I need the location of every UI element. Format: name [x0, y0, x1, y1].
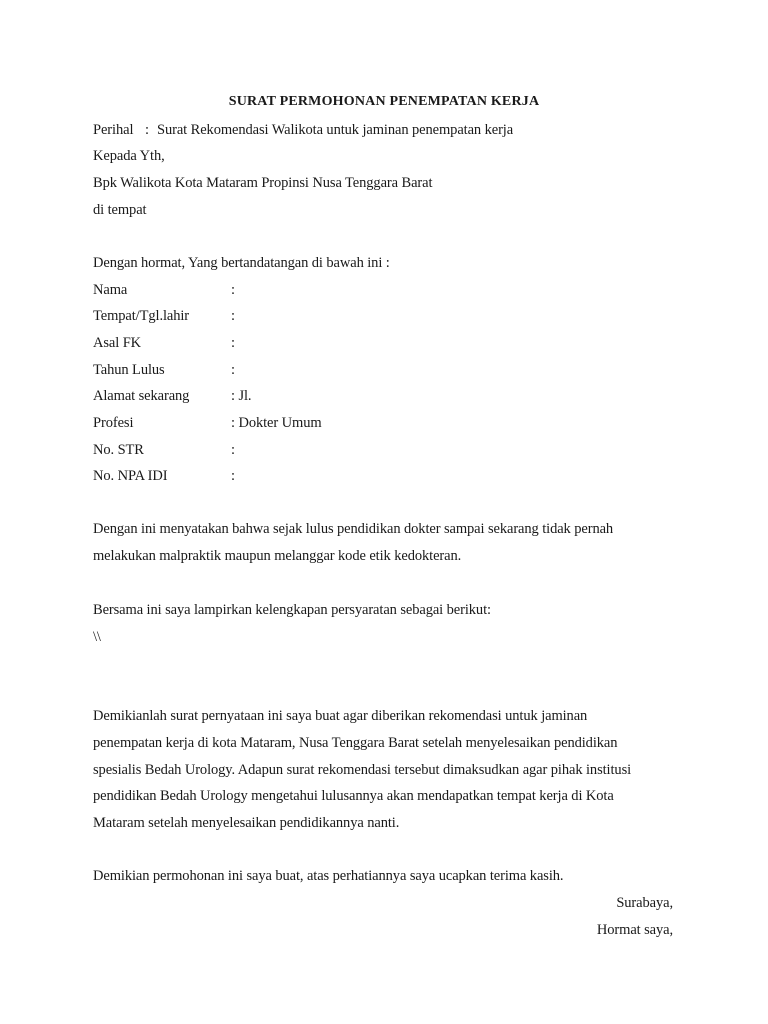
field-label-no-npa-idi: No. NPA IDI — [93, 468, 168, 484]
subject-value: Surat Rekomendasi Walikota untuk jaminan penempatan kerja — [157, 122, 514, 138]
field-colon-no-str: : — [231, 442, 235, 458]
field-label-asal-fk: Asal FK — [93, 335, 142, 351]
subject-label: Perihal — [93, 122, 134, 138]
closing-line-2: penempatan kerja di kota Mataram, Nusa Tenggara Barat setelah menyelesaikan pendidikan — [93, 735, 618, 751]
field-colon-no-npa-idi: : — [231, 468, 235, 484]
closing-line-1: Demikianlah surat pernyataan ini saya buat agar diberikan rekomendasi untuk jaminan — [93, 708, 588, 724]
signoff-regards: Hormat saya, — [596, 922, 673, 938]
statement-line-1: Dengan ini menyatakan bahwa sejak lulus pendidikan dokter sampai sekarang tidak pernah — [93, 521, 614, 537]
recipient-line-2: Bpk Walikota Kota Mataram Propinsi Nusa Tenggara Barat — [93, 175, 433, 191]
recipient-line-1: Kepada Yth, — [93, 148, 165, 164]
field-label-tempat-tgl-lahir: Tempat/Tgl.lahir — [93, 308, 190, 324]
field-label-no-str: No. STR — [93, 442, 144, 458]
attachments-line-1: Bersama ini saya lampirkan kelengkapan persyaratan sebagai berikut: — [93, 602, 491, 618]
field-label-tahun-lulus: Tahun Lulus — [93, 362, 165, 378]
field-colon-alamat-sekarang: : Jl. — [231, 388, 252, 404]
greeting: Dengan hormat, Yang bertandatangan di bawah ini : — [93, 255, 390, 271]
field-colon-tempat-tgl-lahir: : — [231, 308, 235, 324]
field-label-nama: Nama — [93, 282, 128, 298]
closing-line-4: pendidikan Bedah Urology mengetahui lulusannya akan mendapatkan tempat kerja di Kota — [93, 788, 614, 804]
closing-line-3: spesialis Bedah Urology. Adapun surat rekomendasi tersebut dimaksudkan agar pihak institusi — [93, 762, 632, 778]
statement-line-2: melakukan malpraktik maupun melanggar kode etik kedokteran. — [93, 548, 462, 564]
field-label-alamat-sekarang: Alamat sekarang — [93, 388, 190, 404]
field-label-profesi: Profesi — [93, 415, 134, 431]
closing-line-5: Mataram setelah menyelesaikan pendidikannya nanti. — [93, 815, 400, 831]
signoff-place: Surabaya, — [616, 895, 673, 911]
recipient-line-3: di tempat — [93, 202, 147, 218]
field-colon-nama: : — [231, 282, 235, 298]
field-colon-profesi: : Dokter Umum — [231, 415, 322, 431]
subject-colon: : — [145, 122, 149, 138]
attachments-line-2: \\ — [93, 629, 101, 645]
letter-title: SURAT PERMOHONAN PENEMPATAN KERJA — [228, 94, 540, 109]
field-colon-tahun-lulus: : — [231, 362, 235, 378]
field-colon-asal-fk: : — [231, 335, 235, 351]
final-line: Demikian permohonan ini saya buat, atas perhatiannya saya ucapkan terima kasih. — [93, 868, 564, 884]
